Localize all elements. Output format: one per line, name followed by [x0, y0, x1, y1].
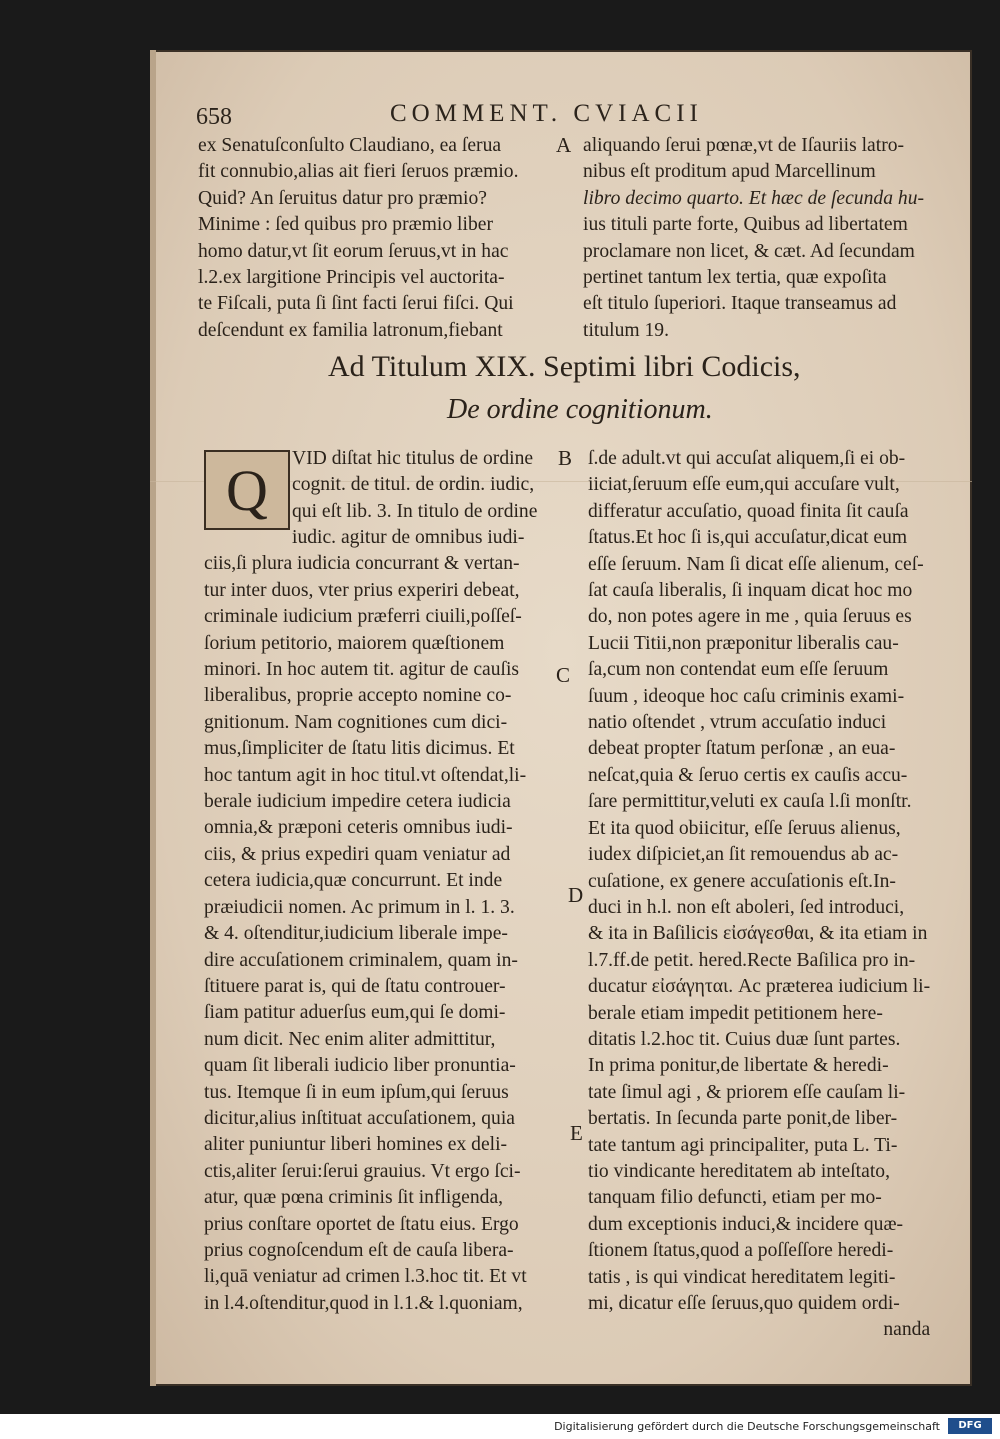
text-line: num dicit. Nec enim aliter admittitur,	[204, 1028, 496, 1050]
text-line: neſcat,quia & ſeruo certis ex cauſis accu-	[588, 764, 908, 786]
text-line: iudic. agitur de omnibus iudi-	[292, 527, 525, 548]
page-number: 658	[196, 104, 232, 130]
text-line: ius tituli parte forte, Quibus ad libertatem	[583, 214, 908, 236]
top-right-column	[583, 133, 924, 344]
text-line: omnia,& præponi ceteris omnibus iudi-	[204, 817, 513, 839]
text-line: mus,ſimpliciter de ſtatu litis dicimus. Et	[204, 738, 515, 760]
text-line: natio oſtendet , vtrum accuſatio induci	[588, 712, 887, 734]
text-line: debeat propter ſtatum perſonæ , an eua-	[588, 738, 896, 760]
text-line: titulum 19.	[583, 319, 670, 341]
text-line: atur, quæ pœna criminis ſit infligenda,	[204, 1187, 504, 1209]
margin-marker-c: C	[556, 663, 571, 687]
left-column	[204, 525, 527, 1317]
text-line: prius conſtare oportet de ſtatu eius. Ergo	[204, 1213, 519, 1235]
text-line: ciis, & prius expediri quam veniatur ad	[204, 843, 511, 865]
text-line: tate ſimul agi , & priorem eſſe cauſam li-	[588, 1081, 906, 1103]
text-line: iiciat,ſeruum eſſe eum,qui accuſare vult,	[588, 474, 900, 496]
text-line: ſiam patitur aduerſus eum,qui ſe domi-	[204, 1002, 506, 1024]
text-line: præiudicii nomen. Ac primum in l. 1. 3.	[204, 896, 515, 918]
text-line: ſtionem ſtatus,quod a poſſeſſore heredi-	[588, 1240, 894, 1262]
text-line: tur inter duos, vter prius experiri debeat,	[204, 579, 520, 601]
text-line: tus. Itemque ſi in eum ipſum,qui ſeruus	[204, 1081, 509, 1103]
section-subtitle: De ordine cognitionum.	[447, 394, 713, 425]
text-line: tanquam filio defuncti, etiam per mo-	[588, 1187, 882, 1209]
text-line: tatis , is qui vindicat hereditatem legiti-	[588, 1266, 896, 1288]
text-line: ſorium petitorio, maiorem quæſtionem	[204, 632, 505, 654]
text-line: cuſatione, ex genere accuſationis eſt.In-	[588, 870, 896, 892]
text-line: Lucii Titii,non præponitur liberalis cau-	[588, 632, 899, 654]
text-line: ſat cauſa liberalis, ſi inquam dicat hoc mo	[588, 580, 913, 602]
text-line: bertatis. In ſecunda parte ponit,de liber-	[588, 1108, 898, 1130]
text-line: in l.4.oſtenditur,quod in l.1.& l.quoniam,	[204, 1292, 523, 1314]
text-line: berale iudicium impedire cetera iudicia	[204, 791, 511, 813]
text-line: ſtituere parat is, qui de ſtatu controuer-	[204, 975, 506, 997]
text-line: VID diſtat hic titulus de ordine	[292, 448, 534, 469]
text-line: libro decimo quarto. Et hæc de ſecunda hu-	[583, 187, 925, 209]
text-line: iudex diſpiciet,an ſit remouendus ab ac-	[588, 844, 899, 866]
text-line: fit connubio,alias ait fieri ſeruos præmio.	[198, 161, 519, 183]
text-line: aliquando ſerui pœnæ,vt de Iſauriis latro-	[583, 135, 905, 156]
text-line: ciis,ſi plura iudicia concurrant & vertan-	[204, 553, 520, 575]
text-line: ex Senatuſconſulto Claudiano, ea ſerua	[198, 135, 502, 156]
page-header	[180, 96, 960, 130]
text-line: & 4. oſtenditur,iudicium liberale impe-	[204, 923, 508, 945]
right-column	[588, 446, 930, 1344]
text-line: gnitionum. Nam cognitiones cum dici-	[204, 711, 508, 733]
text-line: cognit. de titul. de ordin. iudic,	[292, 474, 535, 496]
catchword: nanda	[883, 1319, 931, 1341]
top-left-column	[198, 133, 519, 344]
text-line: homo datur,vt ſit eorum ſeruus,vt in hac	[198, 240, 509, 262]
text-line: pertinet tantum lex tertia, quæ expoſita	[583, 267, 887, 289]
text-line: prius cognoſcendum eſt de cauſa libera-	[204, 1239, 514, 1261]
text-line: dum exceptionis induci,& incidere quæ-	[588, 1213, 904, 1235]
footer-bar	[0, 1414, 1000, 1439]
text-line: dire accuſationem criminalem, quam in-	[204, 949, 518, 971]
text-line: quam ſit liberali iudicio liber pronuntia-	[204, 1055, 516, 1077]
text-line: tate tantum agi principaliter, puta L. Ti-	[588, 1134, 898, 1156]
running-title: COMMENT. CVIACII	[390, 100, 703, 127]
text-line: ſare permittitur,veluti ex cauſa l.ſi monſtr.	[588, 791, 912, 813]
text-line: Quid? An ſeruitus datur pro præmio?	[198, 187, 487, 209]
text-line: eſſe ſeruum. Nam ſi dicat eſſe alienum, ceſ-	[588, 553, 924, 575]
text-line: hoc tantum agit in hoc titul.vt oſtendat,li-	[204, 764, 527, 786]
text-line: mi, dicatur eſſe ſeruus,quo quidem ordi-	[588, 1293, 900, 1314]
text-line: te Fiſcali, puta ſi ſint facti ſerui fiſci. Qui	[198, 293, 514, 315]
text-line: minori. In hoc autem tit. agitur de cauſis	[204, 659, 520, 681]
text-line: do, non potes agere in me , quia ſeruus es	[588, 606, 912, 628]
text-line: ſa,cum non contendat eum eſſe ſeruum	[588, 659, 889, 681]
text-line: li,quā veniatur ad crimen l.3.hoc tit. Et vt	[204, 1266, 527, 1288]
drop-cap-initial: Q	[204, 450, 290, 530]
margin-marker-b: B	[558, 446, 573, 470]
text-line: criminale iudicium præferri ciuili,poſſeſ-	[204, 606, 522, 628]
left-column-head	[292, 446, 537, 525]
text-line: duci in h.l. non eſt aboleri, ſed introduci,	[588, 896, 905, 918]
text-line: Et ita quod obiicitur, eſſe ſeruus alienus,	[588, 817, 901, 839]
section-title: Ad Titulum XIX. Septimi libri Codicis,	[328, 350, 801, 383]
text-line: ſuum , ideoque hoc caſu criminis exami-	[588, 685, 905, 707]
text-line: Minime : ſed quibus pro præmio liber	[198, 214, 493, 236]
text-line: nibus eſt proditum apud Marcellinum	[583, 161, 876, 183]
margin-marker-a: A	[556, 133, 572, 157]
text-line: l.7.ff.de petit. hered.Recte Baſilica pro in-	[588, 949, 916, 971]
text-line: liberalibus, proprie accepto nomine co-	[204, 685, 512, 707]
margin-marker-d: D	[568, 883, 584, 907]
text-line: dicitur,alius inſtituat accuſationem, quia	[204, 1107, 515, 1129]
funding-notice: Digitalisierung gefördert durch die Deutsche Forschungsgemeinschaft	[554, 1420, 940, 1433]
text-line: ditatis l.2.hoc tit. Cuius duæ ſunt partes.	[588, 1028, 901, 1050]
text-line: ſtatus.Et hoc ſi is,qui accuſatur,dicat eum	[588, 527, 908, 549]
text-line: ducatur εἰσάγηται. Ac præterea iudicium li-	[588, 976, 931, 998]
text-line: In prima ponitur,de libertate & heredi-	[588, 1055, 889, 1077]
text-line: berale etiam impedit petitionem here-	[588, 1002, 883, 1024]
text-line: ctis,aliter ſerui:ſerui grauius. Vt ergo ſci-	[204, 1160, 521, 1182]
margin-marker-e: E	[570, 1121, 583, 1145]
text-line: qui eſt lib. 3. In titulo de ordine	[292, 500, 538, 522]
text-line: ſ.de adult.vt qui accuſat aliquem,ſi ei ob-	[588, 448, 906, 469]
text-line: aliter puniuntur liberi homines ex deli-	[204, 1134, 508, 1156]
text-line: proclamare non licet, & cæt. Ad ſecundam	[583, 240, 915, 262]
text-line: eſt titulo ſuperiori. Itaque transeamus ad	[583, 293, 897, 315]
text-line: l.2.ex largitione Principis vel auctorita-	[198, 267, 505, 289]
text-line: cetera iudicia,quæ concurrunt. Et inde	[204, 870, 503, 892]
text-line: tio vindicante hereditatem ab inteſtato,	[588, 1160, 890, 1182]
dfg-logo-icon: DFG	[948, 1418, 992, 1434]
text-line: deſcendunt ex familia latronum,fiebant	[198, 319, 503, 341]
text-line: & ita in Baſilicis εἰσάγεσθαι, & ita etiam in	[588, 923, 928, 945]
text-line: differatur accuſatio, quoad finita ſit cauſa	[588, 500, 909, 522]
